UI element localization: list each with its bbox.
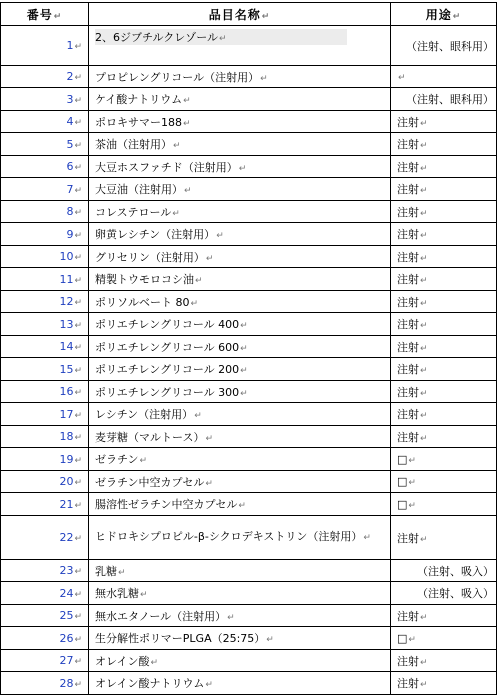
- row-name: コレステロール↵: [89, 201, 391, 223]
- row-use: 注射↵: [391, 381, 497, 403]
- table-row: [1, 178, 497, 201]
- excipient-table: [0, 2, 497, 695]
- row-name: ポリエチレングリコール 400↵: [89, 313, 391, 336]
- row-use: 注射↵: [391, 246, 497, 268]
- row-number: 2↵: [1, 66, 89, 88]
- row-name: レシチン（注射用）↵: [89, 403, 391, 426]
- row-use: （注射、吸入）: [391, 560, 497, 582]
- table-row: [1, 336, 497, 358]
- table-row: [1, 88, 497, 111]
- row-name: プロピレングリコール（注射用）↵: [89, 66, 391, 88]
- row-name: 大豆ホスファチド（注射用）↵: [89, 156, 391, 178]
- table-row: [1, 313, 497, 336]
- row-use: 注射↵: [391, 223, 497, 246]
- row-name: ポリエチレングリコール 300↵: [89, 381, 391, 403]
- header-use: 用途↵: [391, 3, 497, 26]
- table-header-row: [1, 3, 497, 26]
- table-row: [1, 381, 497, 403]
- row-use: □↵: [391, 493, 497, 516]
- row-name: 麦芽糖（マルトース）↵: [89, 426, 391, 448]
- table-row: [1, 560, 497, 582]
- row-number: 22↵: [1, 516, 89, 560]
- row-name: 無水エタノール（注射用）↵: [89, 605, 391, 627]
- table-row: [1, 111, 497, 133]
- row-number: 20↵: [1, 471, 89, 493]
- row-use: 注射↵: [391, 650, 497, 672]
- row-number: 19↵: [1, 448, 89, 471]
- row-name: オレイン酸↵: [89, 650, 391, 672]
- row-use: 注射↵: [391, 201, 497, 223]
- row-number: 18↵: [1, 426, 89, 448]
- row-use: □↵: [391, 471, 497, 493]
- table-row: [1, 66, 497, 88]
- row-number: 21↵: [1, 493, 89, 516]
- table-row: [1, 582, 497, 605]
- row-name: 大豆油（注射用）↵: [89, 178, 391, 201]
- row-use: 注射↵: [391, 605, 497, 627]
- table-row: [1, 672, 497, 695]
- table-row: [1, 650, 497, 672]
- row-use: （注射、眼科用）: [391, 26, 497, 66]
- row-name: 無水乳糖↵: [89, 582, 391, 605]
- table-row: [1, 26, 497, 66]
- row-name: オレイン酸ナトリウム↵: [89, 672, 391, 695]
- row-number: 6↵: [1, 156, 89, 178]
- table-row: [1, 426, 497, 448]
- table-row: [1, 156, 497, 178]
- row-use: 注射↵: [391, 403, 497, 426]
- row-number: 8↵: [1, 201, 89, 223]
- row-name: 腸溶性ゼラチン中空カプセル↵: [89, 493, 391, 516]
- row-name: ゼラチン↵: [89, 448, 391, 471]
- row-name: 茶油（注射用）↵: [89, 133, 391, 156]
- row-number: 9↵: [1, 223, 89, 246]
- row-name: ゼラチン中空カプセル↵: [89, 471, 391, 493]
- table-row: [1, 291, 497, 313]
- header-name: 品目名称↵: [89, 3, 391, 26]
- row-number: 13↵: [1, 313, 89, 336]
- row-use: □↵: [391, 627, 497, 650]
- row-number: 23↵: [1, 560, 89, 582]
- table-row: [1, 448, 497, 471]
- row-use: ↵: [391, 66, 497, 88]
- row-use: 注射↵: [391, 336, 497, 358]
- row-name: ポリエチレングリコール 600↵: [89, 336, 391, 358]
- row-use: 注射↵: [391, 358, 497, 381]
- row-name: 卵黄レシチン（注射用）↵: [89, 223, 391, 246]
- row-number: 15↵: [1, 358, 89, 381]
- table-row: [1, 627, 497, 650]
- row-number: 14↵: [1, 336, 89, 358]
- row-number: 7↵: [1, 178, 89, 201]
- row-number: 3↵: [1, 88, 89, 111]
- row-use: （注射、吸入）: [391, 582, 497, 605]
- row-use: （注射、眼科用）: [391, 88, 497, 111]
- table-row: [1, 246, 497, 268]
- row-name: ケイ酸ナトリウム↵: [89, 88, 391, 111]
- row-use: 注射↵: [391, 516, 497, 560]
- header-number: 番号↵: [1, 3, 89, 26]
- row-number: 26↵: [1, 627, 89, 650]
- row-number: 28↵: [1, 672, 89, 695]
- row-number: 24↵: [1, 582, 89, 605]
- row-name: ポリソルベート 80↵: [89, 291, 391, 313]
- row-use: 注射↵: [391, 268, 497, 291]
- row-number: 12↵: [1, 291, 89, 313]
- row-use: 注射↵: [391, 426, 497, 448]
- row-number: 5↵: [1, 133, 89, 156]
- row-name: ポリエチレングリコール 200↵: [89, 358, 391, 381]
- row-number: 25↵: [1, 605, 89, 627]
- row-use: □↵: [391, 448, 497, 471]
- table-row: [1, 133, 497, 156]
- table-row: [1, 493, 497, 516]
- row-number: 11↵: [1, 268, 89, 291]
- row-number: 4↵: [1, 111, 89, 133]
- table-row: [1, 268, 497, 291]
- table-row: [1, 358, 497, 381]
- row-use: 注射↵: [391, 111, 497, 133]
- table-row: [1, 605, 497, 627]
- row-use: 注射↵: [391, 291, 497, 313]
- table-row: [1, 223, 497, 246]
- row-use: 注射↵: [391, 313, 497, 336]
- row-number: 17↵: [1, 403, 89, 426]
- row-use: 注射↵: [391, 133, 497, 156]
- row-name: グリセリン（注射用）↵: [89, 246, 391, 268]
- table-row: [1, 403, 497, 426]
- row-name: 2、6ジブチルクレゾール↵: [89, 26, 391, 66]
- table-row: [1, 516, 497, 560]
- row-name: 精製トウモロコシ油↵: [89, 268, 391, 291]
- row-number: 16↵: [1, 381, 89, 403]
- row-name: 生分解性ポリマーPLGA（25:75）↵: [89, 627, 391, 650]
- row-use: 注射↵: [391, 672, 497, 695]
- row-number: 27↵: [1, 650, 89, 672]
- row-name: 乳糖↵: [89, 560, 391, 582]
- row-name: ヒドロキシプロピル-β-シクロデキストリン（注射用）↵: [89, 516, 391, 560]
- table-row: [1, 471, 497, 493]
- row-use: 注射↵: [391, 156, 497, 178]
- row-number: 10↵: [1, 246, 89, 268]
- table-row: [1, 201, 497, 223]
- row-number: 1↵: [1, 26, 89, 66]
- row-name: ポロキサマー188↵: [89, 111, 391, 133]
- row-use: 注射↵: [391, 178, 497, 201]
